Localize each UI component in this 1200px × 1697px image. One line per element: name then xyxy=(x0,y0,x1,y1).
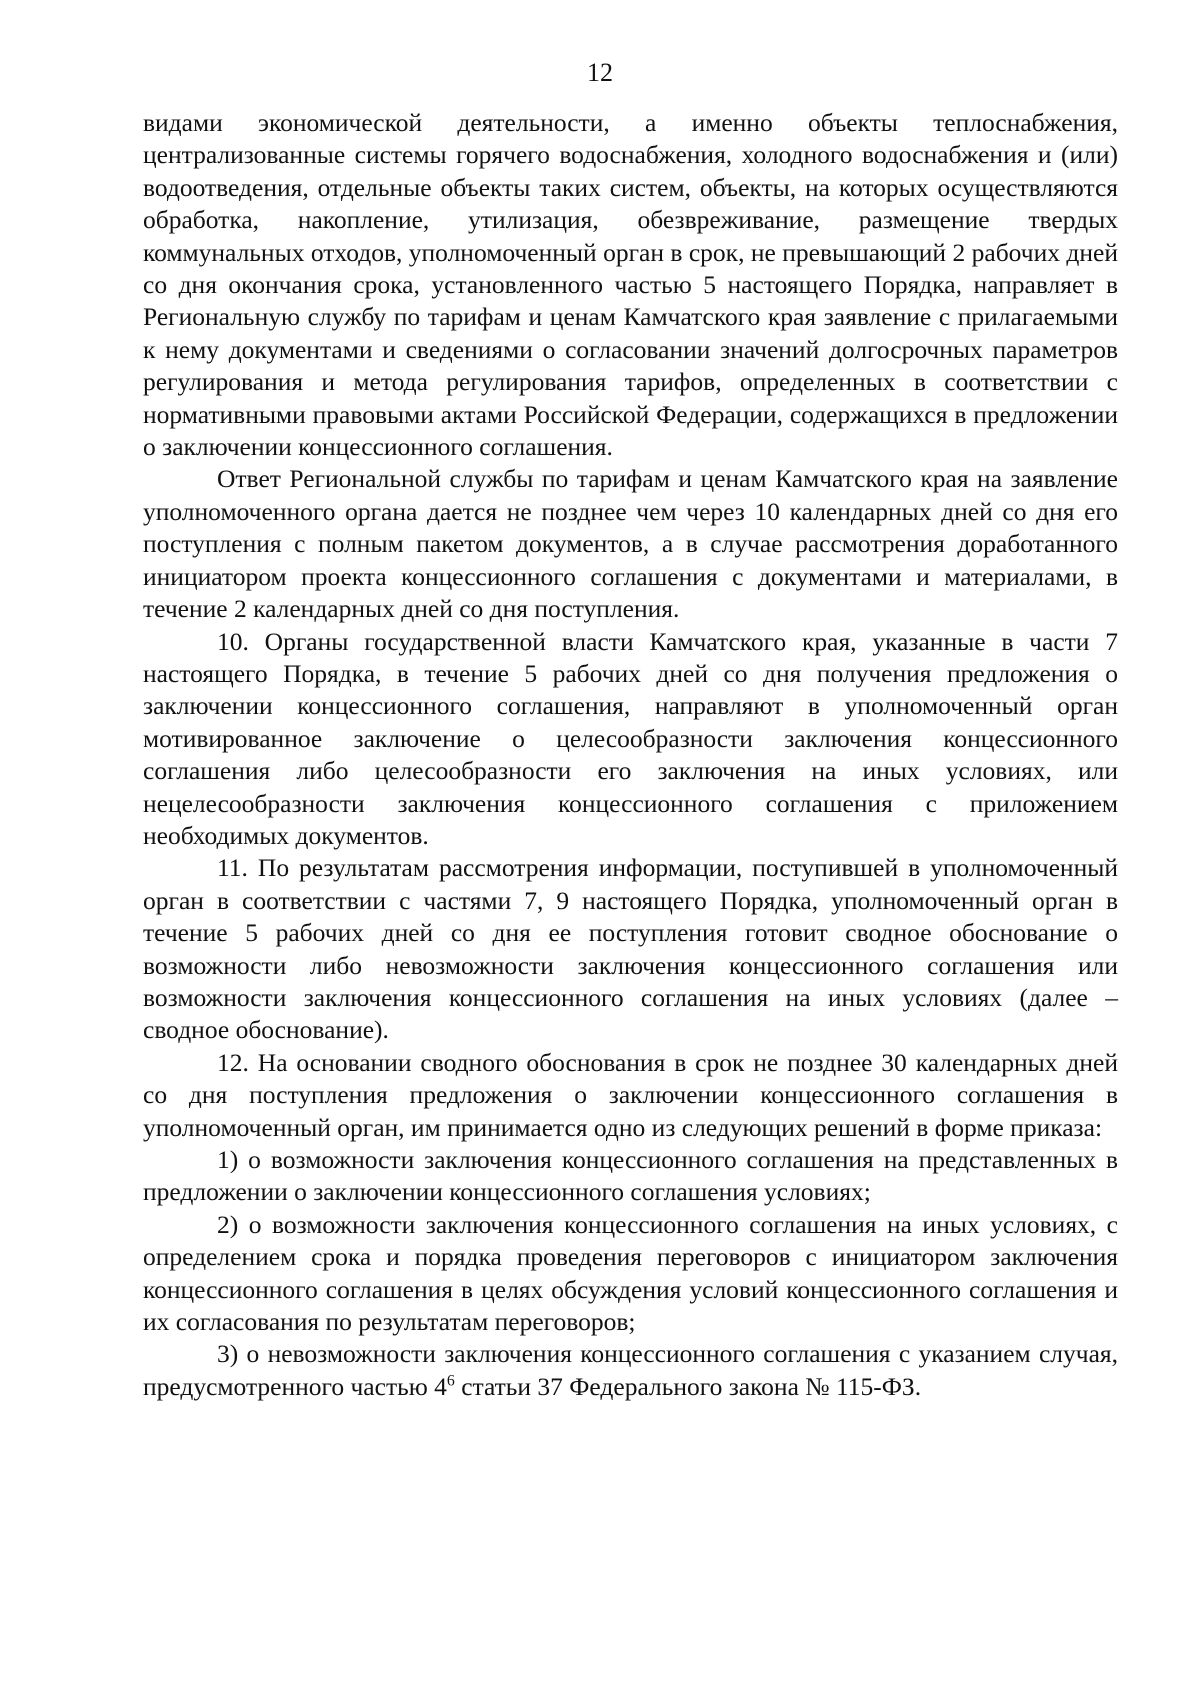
list-item-1: 1) о возможности заключения концессионного соглашения на представленных в предложении о заключении концессионного соглашения условиях; xyxy=(143,1145,1118,1207)
document-body xyxy=(143,107,1118,1403)
paragraph-clause-10: 10. Органы государственной власти Камчатского края, указанные в части 7 настоящего Порядка, в течение 5 рабочих дней со дня получения предложения о заключении концессионного соглашения, направляют в уполномоченный орган мотивированное заключение о целесообразности заключения концессионного соглашения либо целесообразности его заключения на иных условиях, или нецелесообразности заключения концессионного соглашения с приложением необходимых документов. xyxy=(143,626,1118,850)
paragraph-continuation: видами экономической деятельности, а именно объекты теплоснабжения, централизованные системы горячего водоснабжения, холодного водоснабжения и (или) водоотведения, отдельные объекты таких систем, объекты, на которых осуществляются обработка, накопление, утилизация, обезвреживание, размещение твердых коммунальных отходов, уполномоченный орган в срок, не превышающий 2 рабочих дней со дня окончания срока, установленного частью 5 настоящего Порядка, направляет в Региональную службу по тарифам и ценам Камчатского края заявление с прилагаемыми к нему документами и сведениями о согласовании значений долгосрочных параметров регулирования и метода регулирования тарифов, определенных в соответствии с нормативными правовыми актами Российской Федерации, содержащихся в предложении о заключении концессионного соглашения. xyxy=(143,108,1118,462)
list-item-3-text-after: статьи 37 Федерального закона № 115-ФЗ. xyxy=(454,1371,922,1401)
paragraph-tariff-service-response: Ответ Региональной службы по тарифам и ценам Камчатского края на заявление уполномоченного органа дается не позднее чем через 10 календарных дней со дня его поступления с полным пакетом документов, а в случае рассмотрения доработанного инициатором проекта концессионного соглашения с документами и материалами, в течение 2 календарных дней со дня поступления. xyxy=(143,464,1118,624)
paragraph-clause-11: 11. По результатам рассмотрения информации, поступившей в уполномоченный орган в соответствии с частями 7, 9 настоящего Порядка, уполномоченный орган в течение 5 рабочих дней со дня ее поступления готовит сводное обоснование о возможности либо невозможности заключения концессионного соглашения или возможности заключения концессионного соглашения на иных условиях (далее – сводное обоснование). xyxy=(143,853,1118,1045)
page-number: 12 xyxy=(587,58,613,87)
list-item-3-superscript: 6 xyxy=(446,1372,455,1390)
paragraph-clause-12: 12. На основании сводного обоснования в срок не позднее 30 календарных дней со дня поступления предложения о заключении концессионного соглашения в уполномоченный орган, им принимается одно из следующих решений в форме приказа: xyxy=(143,1047,1118,1142)
list-item-2: 2) о возможности заключения концессионного соглашения на иных условиях, с определением срока и порядка проведения переговоров с инициатором заключения концессионного соглашения в целях обсуждения условий концессионного соглашения и их согласования по результатам переговоров; xyxy=(143,1209,1118,1337)
list-item-3-text-before: 3) о невозможности заключения концессионного соглашения с указанием случая, предусмотренного частью 4 xyxy=(143,1339,1118,1401)
list-item-3 xyxy=(143,1338,1118,1403)
